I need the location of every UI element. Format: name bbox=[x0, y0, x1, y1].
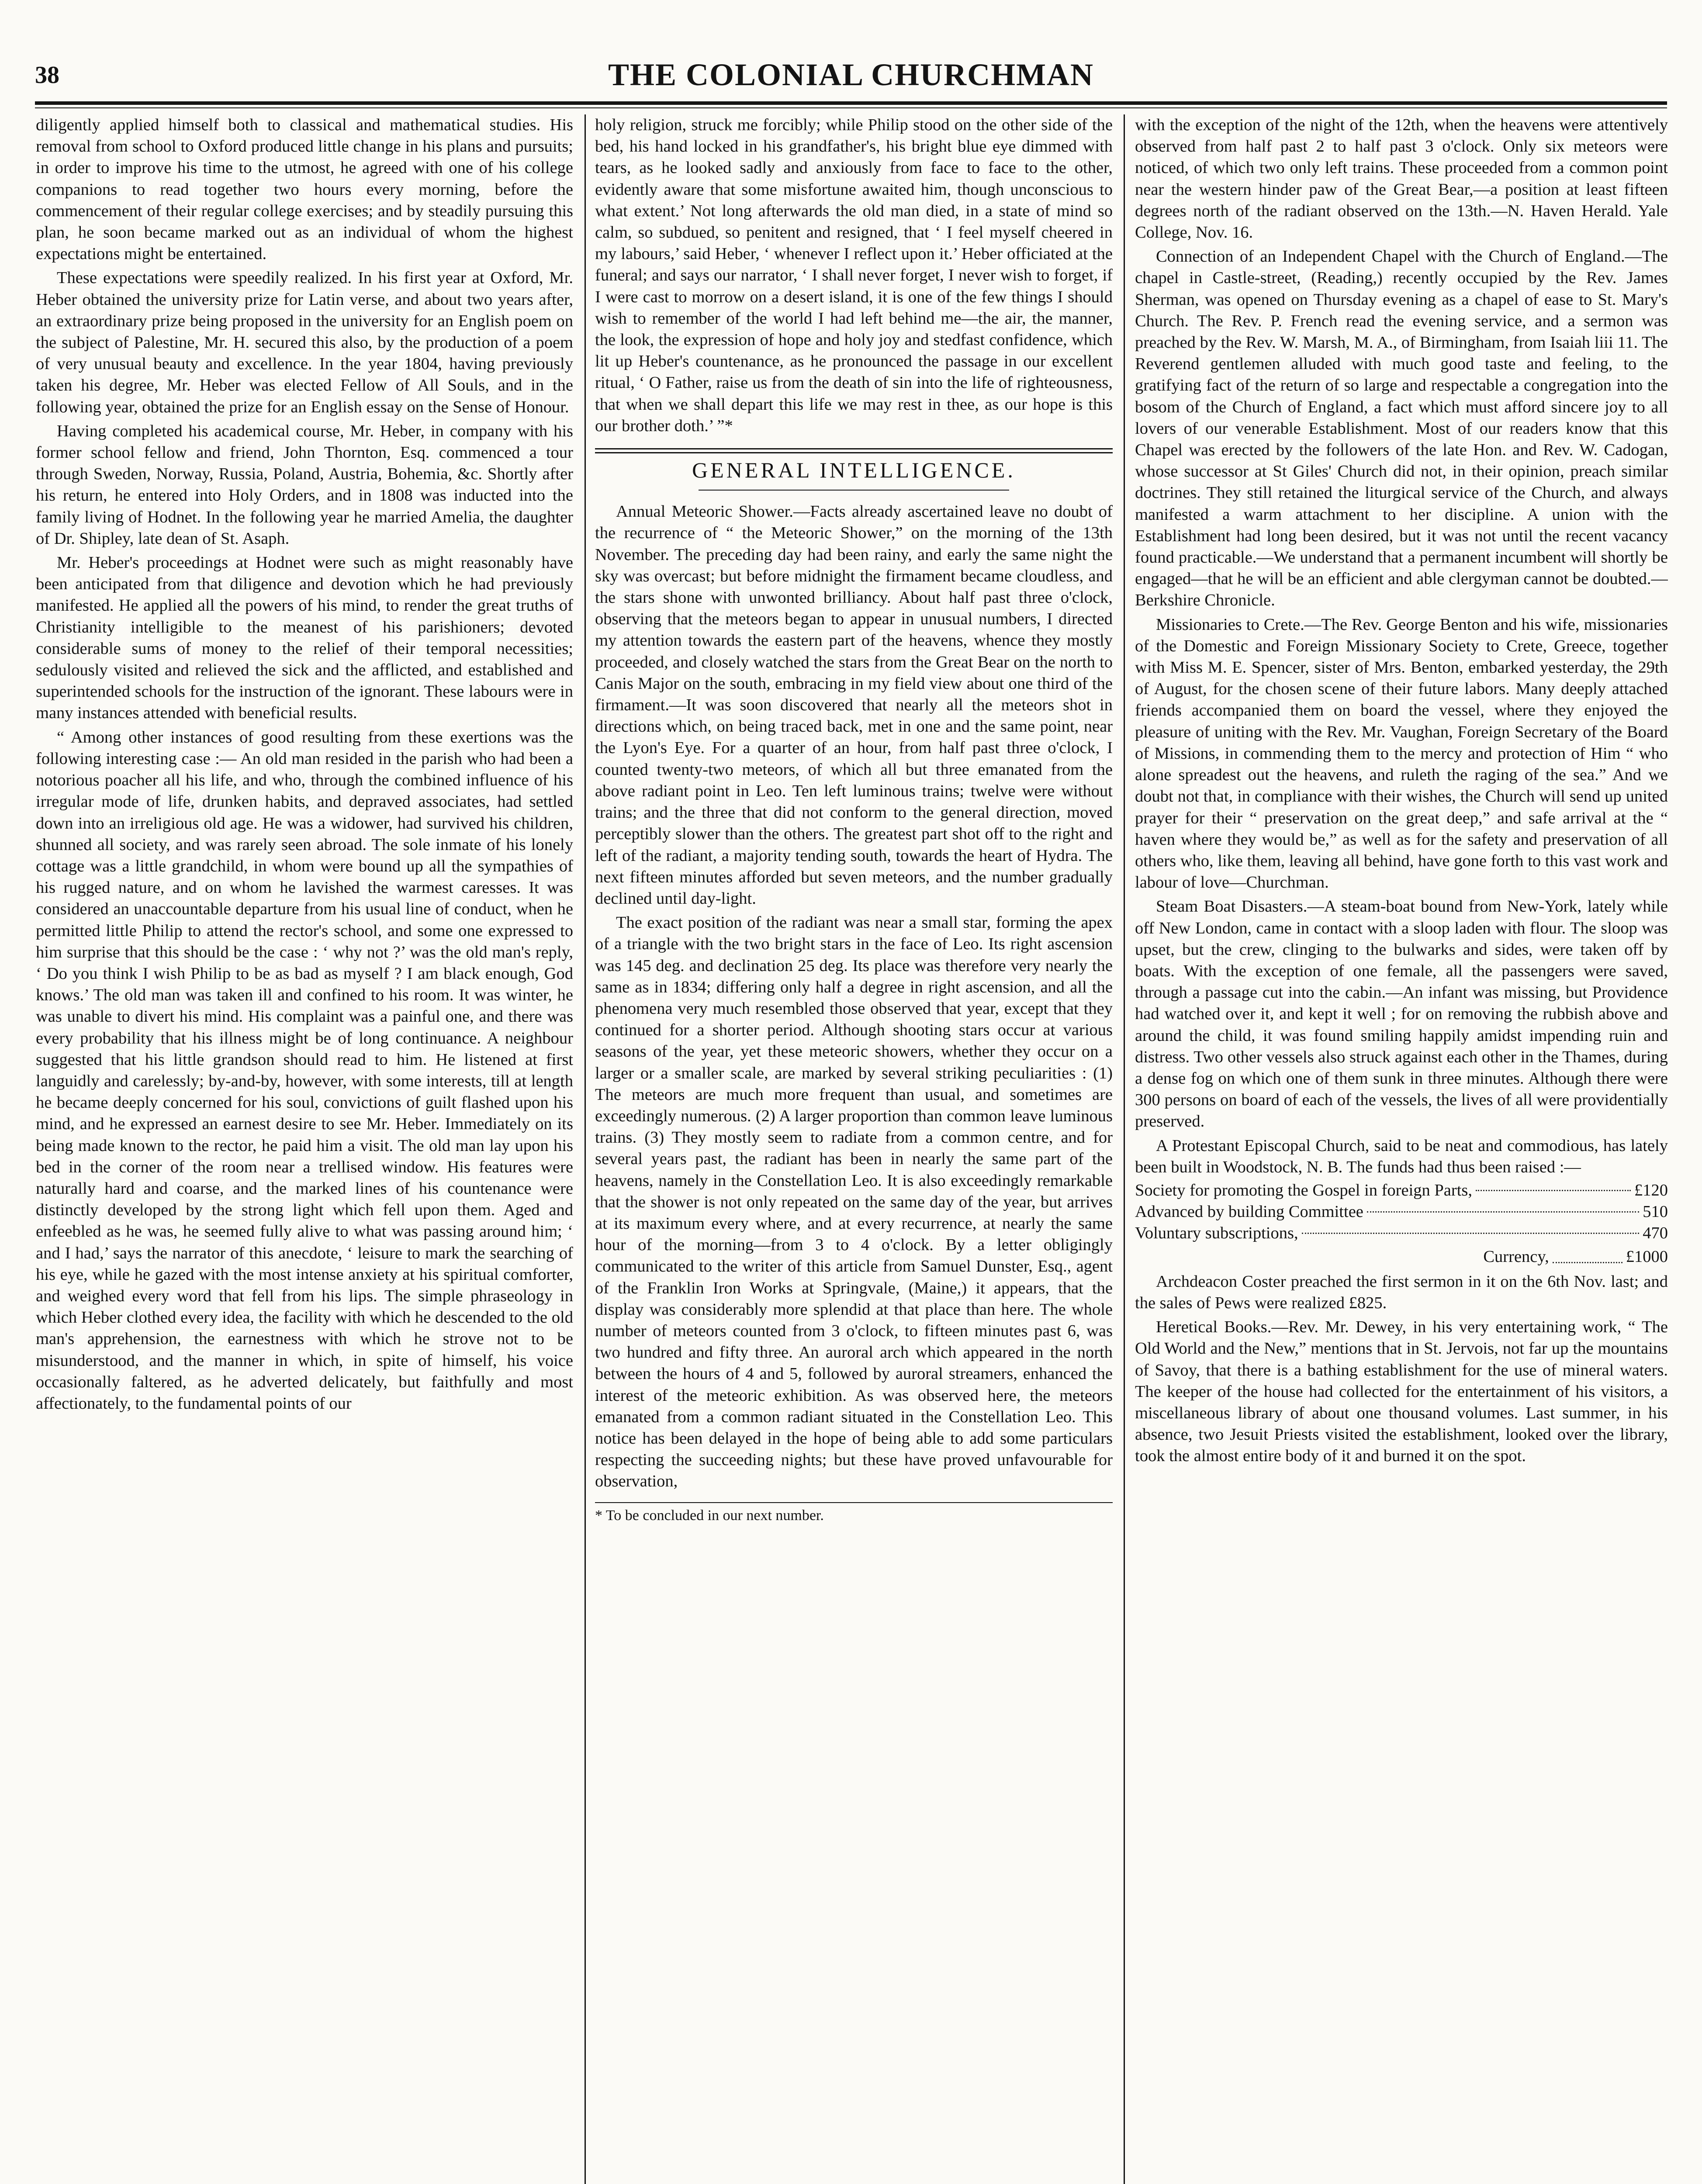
ledger-amount: £120 bbox=[1634, 1181, 1668, 1199]
section-divider bbox=[595, 448, 1113, 453]
paragraph: These expectations were speedily realized. In his first year at Oxford, Mr. Heber obtained the university prize for Latin verse, and about two years after, an extraordinary prize being proposed in the university for an English poem on the subject of Palestine, Mr. H. secured this also, by the production of a poem of very unusual beauty and excellence. In the year 1804, having previously taken his degree, Mr. Heber was elected Fellow of All Souls, and in the following year, obtained the prize for an English essay on the Sense of Honour. bbox=[36, 269, 573, 416]
paragraph: diligently applied himself both to classical and mathematical studies. His removal from school to Oxford produced little change in his plans and pursuits; in order to improve his time to the utmost, he agreed with one of his college companions to read together two hours every morning, before the commencement of their regular college exercises; and by steadily pursuing this plan, he soon became marked out as an individual of whom the highest expectations might be entertained. bbox=[36, 116, 573, 263]
header-rule-thin bbox=[35, 107, 1667, 108]
article-independent-chapel: Connection of an Independent Chapel with the Church of England.—The chapel in Castle-street, (Reading,) recently occupied by the Rev. James Sherman, was opened on Thursday evening as a chapel of ease to St. Mary's Church. The Rev. P. French read the evening service, and a sermon was preached by the Rev. W. Marsh, M. A., of Birmingham, from Isaiah liii 11. The Reverend gentlemen alluded with much good taste and feeling, to the gratifying fact of the return of so large and respectable a congregation into the bosom of the Church of England, a fact which must afford sincere joy to all lovers of our venerable Establishment. Most of our readers know that this Chapel was erected by the followers of the late Hon. and Rev. W. Cadogan, whose successor at St Giles' Church did not, in their opinion, preach similar doctrines. They still retained the liturgical service of the Church, and always manifested a warm attachment to her discipline. A union with the Establishment had long been desired, but it was not until the recent vacancy found practicable.—We understand that a permanent incumbent will shortly be engaged—that he will be an efficient and able clergyman cannot be doubted.—Berkshire Chronicle. bbox=[1135, 247, 1668, 610]
paragraph: holy religion, struck me forcibly; while Philip stood on the other side of the bed, his hand locked in his grandfather's, his bright blue eye dimmed with tears, as he looked sadly and anxiously from face to face to the other, evidently aware that some misfortune awaited him, though unconscious to what extent.’ Not long afterwards the old man died, in a state of mind so calm, so subdued, so penitent and resigned, that ‘ I feel myself cheered in my labours,’ said Heber, ‘ whenever I reflect upon it.’ Heber officiated at the funeral; and says our narrator, ‘ I shall never forget, I never wish to forget, if I were cast to morrow on a desert island, it is one of the few things I should wish to remember of the world I had left behind me—the air, the manner, the look, the expression of hope and holy joy and stedfast confidence, which lit up Heber's countenance, as he pronounced the passage in our excellent ritual, ‘ O Father, raise us from the death of sin into the life of righteousness, that when we shall depart this life we may rest in thee, as our hope is this our brother doth.’ ”* bbox=[595, 116, 1113, 435]
article-protestant-church: A Protestant Episcopal Church, said to be neat and commodious, has lately been built in Woodstock, N. B. The funds had thus been raised :— bbox=[1135, 1136, 1668, 1176]
ledger-total bbox=[1135, 1246, 1668, 1268]
page-header bbox=[35, 52, 1667, 100]
page-number: 38 bbox=[35, 62, 59, 89]
paragraph: Archdeacon Coster preached the first sermon in it on the 6th Nov. last; and the sales of Pews were realized £825. bbox=[1135, 1272, 1668, 1312]
footnote: * To be concluded in our next number. bbox=[595, 1502, 1113, 1525]
ledger-leader bbox=[1367, 1211, 1639, 1213]
ledger-leader bbox=[1302, 1233, 1640, 1234]
section-heading: GENERAL INTELLIGENCE. bbox=[692, 458, 1016, 483]
paragraph: Having completed his academical course, Mr. Heber, in company with his former school fellow and friend, John Thornton, Esq. commenced a tour through Sweden, Norway, Russia, Poland, Austria, Bohemia, &c. Shortly after his return, he entered into Holy Orders, and in 1808 was inducted into the family living of Hodnet. In the following year he married Amelia, the daughter of Dr. Shipley, late dean of St. Asaph. bbox=[36, 422, 573, 548]
section-underline bbox=[699, 490, 1009, 491]
ledger-total-label: Currency, bbox=[1483, 1247, 1549, 1266]
funds-ledger bbox=[1135, 1180, 1668, 1268]
article-heretical-books: Heretical Books.—Rev. Mr. Dewey, in his very entertaining work, “ The Old World and the New,” mentions that in St. Jervois, not far up the mountains of Savoy, that there is a bathing establishment for the use of mineral waters. The keeper of the house had collected for the entertainment of his visitors, a miscellaneous library of about one thousand volumes. Last summer, in his absence, two Jesuit Priests visited the establishment, looked over the library, took the almost entire body of it and burned it on the spot. bbox=[1135, 1318, 1668, 1465]
ledger-label: Advanced by building Committee bbox=[1135, 1203, 1363, 1221]
article-steam-boat-disasters: Steam Boat Disasters.—A steam-boat bound from New-York, lately while off New London, came in contact with a sloop laden with flour. The sloop was upset, but the crew, clinging to the bulwarks and sides, were taken off by boats. With the exception of one female, all the passengers were saved, through a passage cut into the cabin.—An infant was missing, but Providence had watched over it, and kept it well ; for on removing the rubbish above and around the child, it was found smiling happily amidst impending ruin and distress. Two other vessels also struck against each other in the Thames, during a dense fog on which one of them sunk in three minutes. Although there were 300 persons on board of each of the vessels, the lives of all were providentially preserved. bbox=[1135, 897, 1668, 1131]
column-2 bbox=[595, 114, 1113, 2184]
header-rule bbox=[35, 101, 1667, 105]
ledger-label: Society for promoting the Gospel in foreign Parts, bbox=[1135, 1181, 1473, 1199]
ledger-label: Voluntary subscriptions, bbox=[1135, 1224, 1298, 1243]
ledger-leader bbox=[1476, 1190, 1631, 1191]
paragraph: Mr. Heber's proceedings at Hodnet were such as might reasonably have been anticipated from that diligence and devotion which he had previously manifested. He applied all the powers of his mind, to render the great truths of Christianity intelligible to the meanest of his parishioners; devoted considerable sums of money to the relief of their temporal necessities; sedulously visited and relieved the sick and the afflicted, and established and superintended schools for the instruction of the ignorant. These labours were in many instances attended with beneficial results. bbox=[36, 553, 573, 722]
column-divider bbox=[585, 114, 586, 2184]
paragraph: with the exception of the night of the 12th, when the heavens were attentively observed from half past 2 to half past 3 o'clock. Only six meteors were noticed, of which two only left trains. These proceeded from a common point near the western hinder paw of the Great Bear,—a position at least fifteen degrees north of the radiant observed on the 13th.—N. Haven Herald. Yale College, Nov. 16. bbox=[1135, 116, 1668, 242]
ledger-amount: 510 bbox=[1643, 1203, 1668, 1221]
ledger-row bbox=[1135, 1180, 1668, 1201]
column-3 bbox=[1135, 114, 1668, 2184]
ledger-total-amount: £1000 bbox=[1626, 1247, 1668, 1266]
masthead-title: THE COLONIAL CHURCHMAN bbox=[608, 57, 1094, 92]
ledger-amount: 470 bbox=[1643, 1224, 1668, 1243]
paragraph: “ Among other instances of good resulting from these exertions was the following interesting case :— An old man resided in the parish who had been a notorious poacher all his life, and who, through the combined influence of his irregular mode of life, drunken habits, and depraved associates, had settled down into an irreligious old age. He was a widower, had survived his children, shunned all society, and was rarely seen abroad. The sole inmate of his lonely cottage was a little grandchild, in whom were bound up all the sympathies of his rugged nature, and on whom he lavished the warmest caresses. It was considered an unaccountable departure from his usual line of conduct, when he permitted little Philip to attend the rector's school, and some one expressed to him surprise that this should be the case : ‘ why not ?’ was the old man's reply, ‘ Do you think I wish Philip to be as bad as myself ? I am black enough, God knows.’ The old man was taken ill and confined to his room. It was winter, he was unable to divert his mind. His complaint was a painful one, and there was every probability that his illness might be of long continuance. A neighbour suggested that his little grandson should read to him. He listened at first languidly and carelessly; by-and-by, however, with some interests, till at length he became deeply concerned for his soul, convictions of guilt flashed upon his mind, and he expressed an earnest desire to see Mr. Heber. Immediately on its being made known to the rector, he paid him a visit. The old man lay upon his bed in the corner of the room near a trellised window. His features were naturally hard and coarse, and the marked lines of his countenance were distinctly developed by the strong light which fell upon them. Aged and enfeebled as he was, he seemed fully alive to what was passing around him; ‘ and I had,’ says the narrator of this anecdote, ‘ leisure to mark the searching of his eye, while he gazed with the most intense anxiety at his spiritual comforter, and weighed every word that fell from his lips. The simple phraseology in which Heber clothed every idea, the facility with which he descended to the old man's apprehension, the earnestness with which he strove not to be misunderstood, and the manner in which, in spite of himself, his voice occasionally faltered, as he adverted delicately, but faithfully and most affectionately, to the fundamental points of our bbox=[36, 728, 573, 1413]
ledger-row bbox=[1135, 1223, 1668, 1244]
ledger-row bbox=[1135, 1201, 1668, 1223]
column-1 bbox=[36, 114, 573, 2184]
article-meteoric-shower: Annual Meteoric Shower.—Facts already ascertained leave no doubt of the recurrence of “ the Meteoric Shower,” on the morning of the 13th November. The preceding day had been rainy, and early the same night the sky was overcast; but before midnight the firmament became cloudless, and the stars shone with unwonted brilliancy. About half past three o'clock, observing that the meteors began to appear in unusual numbers, I directed my attention towards the eastern part of the heavens, whence they mostly proceeded, and closely watched the stars from the Great Bear on the north to Canis Major on the south, embracing in my field view about one third of the firmament.—It was soon discovered that nearly all the meteors shot in directions which, on being traced back, met in one and the same point, near the Lyon's Eye. For a quarter of an hour, from half past three o'clock, I counted twenty-two meteors, of which all but three emanated from the above radiant point in Leo. Ten left luminous trains; twelve were without trains; and the three that did not conform to the general direction, moved perceptibly slower than the others. The greatest part shot off to the right and left of the radiant, a majority tending south, towards the heart of Hydra. The next fifteen minutes afforded but seven meteors, and the number gradually declined until day-light. bbox=[595, 502, 1113, 908]
article-missionaries-crete: Missionaries to Crete.—The Rev. George Benton and his wife, missionaries of the Domestic and Foreign Missionary Society to Crete, Greece, together with Miss M. E. Spencer, sister of Mrs. Benton, embarked yesterday, the 29th of August, for the chosen scene of their future labors. Many deeply attached friends accompanied them on board the vessel, where they enjoyed the pleasure of uniting with the Rev. Mr. Vaughan, Foreign Secretary of the Board of Missions, in commending them to the mercy and protection of Him “ who alone spreadest out the heavens, and ruleth the raging of the sea.” And we doubt not that, in compliance with their wishes, the Church will send up united prayer for their “ preservation on the great deep,” and safe arrival at the “ haven where they would be,” as well as for the safety and preservation of all others who, like them, leaving all behind, have gone forth to this vast work and labour of love—Churchman. bbox=[1135, 615, 1668, 892]
column-divider bbox=[1124, 114, 1125, 2184]
paragraph: The exact position of the radiant was near a small star, forming the apex of a triangle with the two bright stars in the face of Leo. Its right ascension was 145 deg. and declination 25 deg. Its place was therefore very nearly the same as in 1834; differing only half a degree in right ascension, and all the phenomena very much resembled those observed that year, except that they continued for a shorter period. Although shooting stars occur at various seasons of the year, yet these meteoric showers, whether they occur on a larger or a smaller scale, are marked by several striking peculiarities : (1) The meteors are much more frequent than usual, and sometimes are exceedingly numerous. (2) A larger proportion than common leave luminous trains. (3) They mostly seem to radiate from a common centre, and for several years past, the radiant has been in nearly the same part of the heavens, namely in the Constellation Leo. It is also exceedingly remarkable that the shower is not only repeated on the same day of the year, but arrives at its maximum every where, and at every recurrence, at nearly the same hour of the morning—from 3 to 4 o'clock. By a letter obligingly communicated to the writer of this article from Samuel Dunster, Esq., agent of the Franklin Iron Works at Springvale, (Maine,) it appears, that the display was considerably more splendid at that place than here. The whole number of meteors counted from 3 o'clock, to fifteen minutes past 6, was two hundred and fifty three. An auroral arch which appeared in the north between the hours of 4 and 5, followed by auroral streamers, enhanced the interest of the meteoric exhibition. As was observed here, the meteors emanated from a common radiant situated in the Constellation Leo. This notice has been delayed in the hope of being able to add some particulars respecting the succeeding nights; but these have proved unfavourable for observation, bbox=[595, 913, 1113, 1491]
ledger-leader bbox=[1553, 1242, 1622, 1263]
